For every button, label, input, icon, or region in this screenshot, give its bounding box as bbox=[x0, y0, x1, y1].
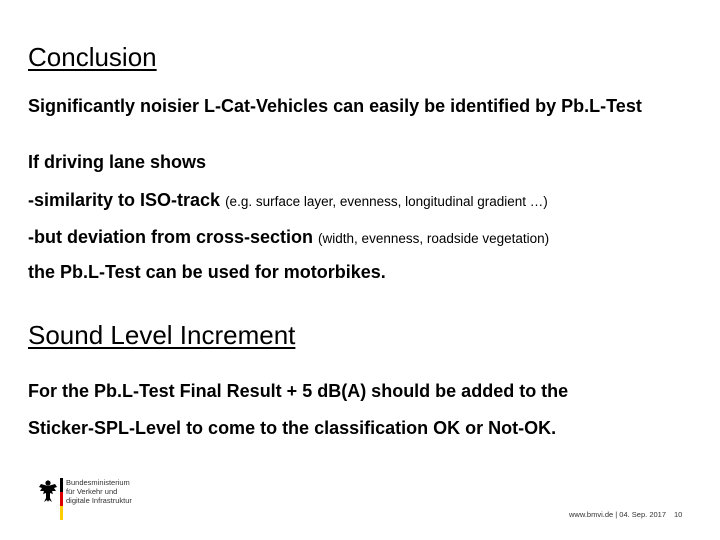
flag-stripe-red bbox=[60, 492, 63, 506]
increment-title: Sound Level Increment bbox=[28, 320, 296, 350]
conclusion-line-5: the Pb.L-Test can be used for motorbikes. bbox=[28, 262, 386, 282]
increment-line-1: For the Pb.L-Test Final Result + 5 dB(A) should be added to the bbox=[28, 381, 569, 401]
ministry-name bbox=[66, 478, 132, 505]
conclusion-line-1: Significantly noisier L-Cat-Vehicles can easily be identified by Pb.L-Test bbox=[28, 96, 642, 116]
conclusion-line-3-main: -similarity to ISO-track bbox=[28, 190, 226, 210]
flag-stripe-gold bbox=[60, 506, 63, 520]
flag-stripe-black bbox=[60, 478, 63, 492]
increment-line-2: Sticker-SPL-Level to come to the classification OK or Not-OK. bbox=[28, 418, 557, 438]
federal-eagle-icon bbox=[38, 478, 58, 504]
ministry-name-line-1: Bundesministerium bbox=[66, 478, 130, 487]
flag-bar bbox=[60, 478, 63, 520]
conclusion-title: Conclusion bbox=[28, 42, 157, 72]
conclusion-line-4-main: -but deviation from cross-section bbox=[28, 227, 319, 247]
conclusion-line-4-note: (width, evenness, roadside vegetation) bbox=[318, 231, 550, 246]
ministry-name-line-3: digitale Infrastruktur bbox=[66, 496, 132, 505]
conclusion-line-3 bbox=[28, 190, 548, 211]
footer-site-date: www.bmvi.de | 04. Sep. 2017 bbox=[569, 510, 667, 519]
conclusion-line-4 bbox=[28, 227, 549, 248]
ministry-name-line-2: für Verkehr und bbox=[66, 487, 118, 496]
conclusion-line-3-note: (e.g. surface layer, evenness, longitudinal gradient …) bbox=[225, 194, 548, 209]
page-number: 10 bbox=[674, 510, 683, 519]
conclusion-line-2: If driving lane shows bbox=[28, 152, 207, 172]
ministry-logo bbox=[38, 474, 148, 522]
